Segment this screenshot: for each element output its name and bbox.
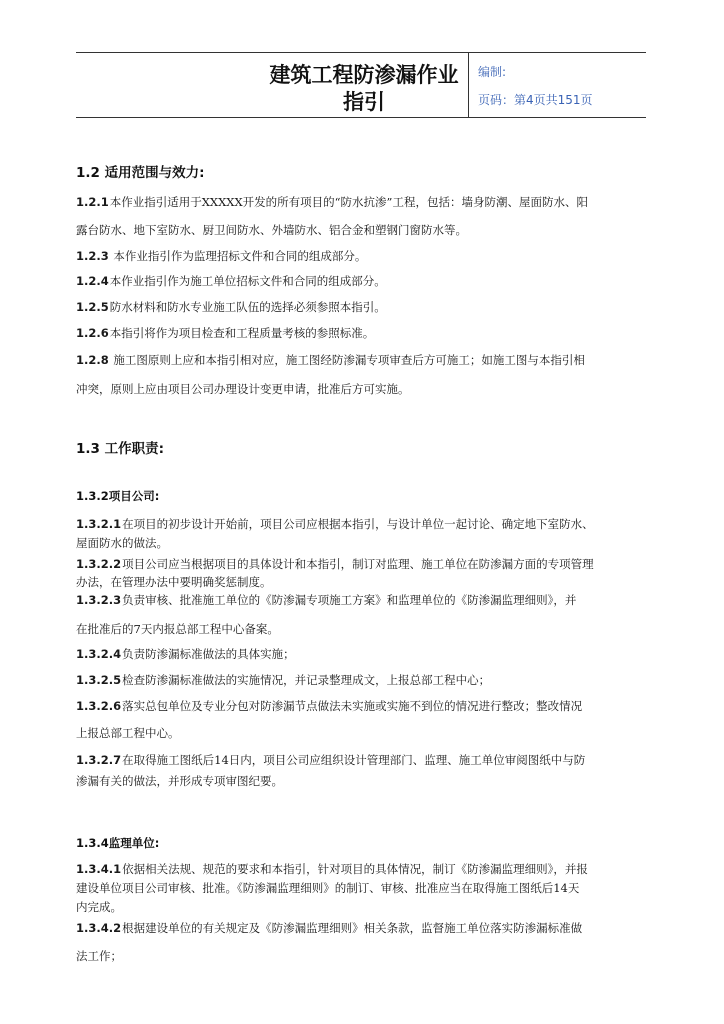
paragraph-line: 办法，在管理办法中要明确奖惩制度。 xyxy=(76,575,272,589)
paragraph-line: 1.3.2.7在取得施工图纸后14日内，项目公司应组织设计管理部门、监理、施工单位审阅图纸中与防 xyxy=(76,753,586,767)
header-divider xyxy=(468,52,469,117)
title-line-1: 建筑工程防渗漏作业 xyxy=(269,63,459,87)
paragraph-line: 1.3.2.6落实总包单位及专业分包对防渗漏节点做法未实施或实施不到位的情况进行整改；整改情况 xyxy=(76,699,583,713)
paragraph-line: 冲突，原则上应由项目公司办理设计变更申请，批准后方可实施。 xyxy=(76,382,410,396)
subsection-heading: 1.3.4监理单位: xyxy=(76,836,160,850)
section-heading: 1.3 工作职责: xyxy=(76,441,165,457)
paragraph-line: 建设单位项目公司审核、批准。《防渗漏监理细则》的制订、审核、批准应当在取得施工图纸后14天 xyxy=(76,881,580,895)
section-heading: 1.2 适用范围与效力: xyxy=(76,165,205,181)
paragraph-line: 1.3.4.1依据相关法规、规范的要求和本指引，针对项目的具体情况，制订《防渗漏监理细则》，并报 xyxy=(76,862,588,876)
paragraph-line: 在批准后的7天内报总部工程中心备案。 xyxy=(76,622,279,636)
header-top-rule xyxy=(76,52,646,53)
paragraph-line: 1.2.5防水材料和防水专业施工队伍的选择必须参照本指引。 xyxy=(76,300,386,314)
paragraph-line: 1.3.4.2根据建设单位的有关规定及《防渗漏监理细则》相关条款，监督施工单位落实防渗漏标准做 xyxy=(76,921,583,935)
paragraph-line: 1.2.6本指引将作为项目检查和工程质量考核的参照标准。 xyxy=(76,326,375,340)
paragraph-line: 上报总部工程中心。 xyxy=(76,726,180,740)
paragraph-line: 法工作； xyxy=(76,949,122,963)
editor-label: 编制: xyxy=(478,65,507,79)
paragraph-line: 1.3.2.4负责防渗漏标准做法的具体实施； xyxy=(76,647,295,661)
paragraph-line: 1.3.2.1在项目的初步设计开始前，项目公司应根据本指引，与设计单位一起讨论、确定地下室防水、 xyxy=(76,517,594,531)
paragraph-line: 1.2.8 施工图原则上应和本指引相对应，施工图经防渗漏专项审查后方可施工；如施工图与本指引相 xyxy=(76,353,585,367)
paragraph-line: 1.2.3 本作业指引作为监理招标文件和合同的组成部分。 xyxy=(76,249,367,263)
paragraph-line: 1.2.1本作业指引适用于XXXXX开发的所有项目的“防水抗渗”工程，包括：墙身防潮、屋面防水、阳 xyxy=(76,195,588,209)
paragraph-line: 1.3.2.2项目公司应当根据项目的具体设计和本指引，制订对监理、施工单位在防渗漏方面的专项管理 xyxy=(76,557,594,571)
paragraph-line: 1.3.2.3负责审核、批准施工单位的《防渗漏专项施工方案》和监理单位的《防渗漏监理细则》，并 xyxy=(76,593,577,607)
title-line-2: 指引 xyxy=(343,90,385,114)
header-bottom-rule xyxy=(76,117,646,118)
paragraph-line: 1.2.4本作业指引作为施工单位招标文件和合同的组成部分。 xyxy=(76,274,386,288)
subsection-heading: 1.3.2项目公司: xyxy=(76,489,160,503)
page-info: 页码：第4页共151页 xyxy=(478,93,593,107)
paragraph-line: 1.3.2.5检查防渗漏标准做法的实施情况，并记录整理成文，上报总部工程中心； xyxy=(76,673,491,687)
paragraph-line: 内完成。 xyxy=(76,900,122,914)
paragraph-line: 渗漏有关的做法，并形成专项审图纪要。 xyxy=(76,774,283,788)
paragraph-line: 屋面防水的做法。 xyxy=(76,536,168,550)
paragraph-line: 露台防水、地下室防水、厨卫间防水、外墙防水、铝合金和塑钢门窗防水等。 xyxy=(76,223,467,237)
document-title xyxy=(262,62,466,116)
